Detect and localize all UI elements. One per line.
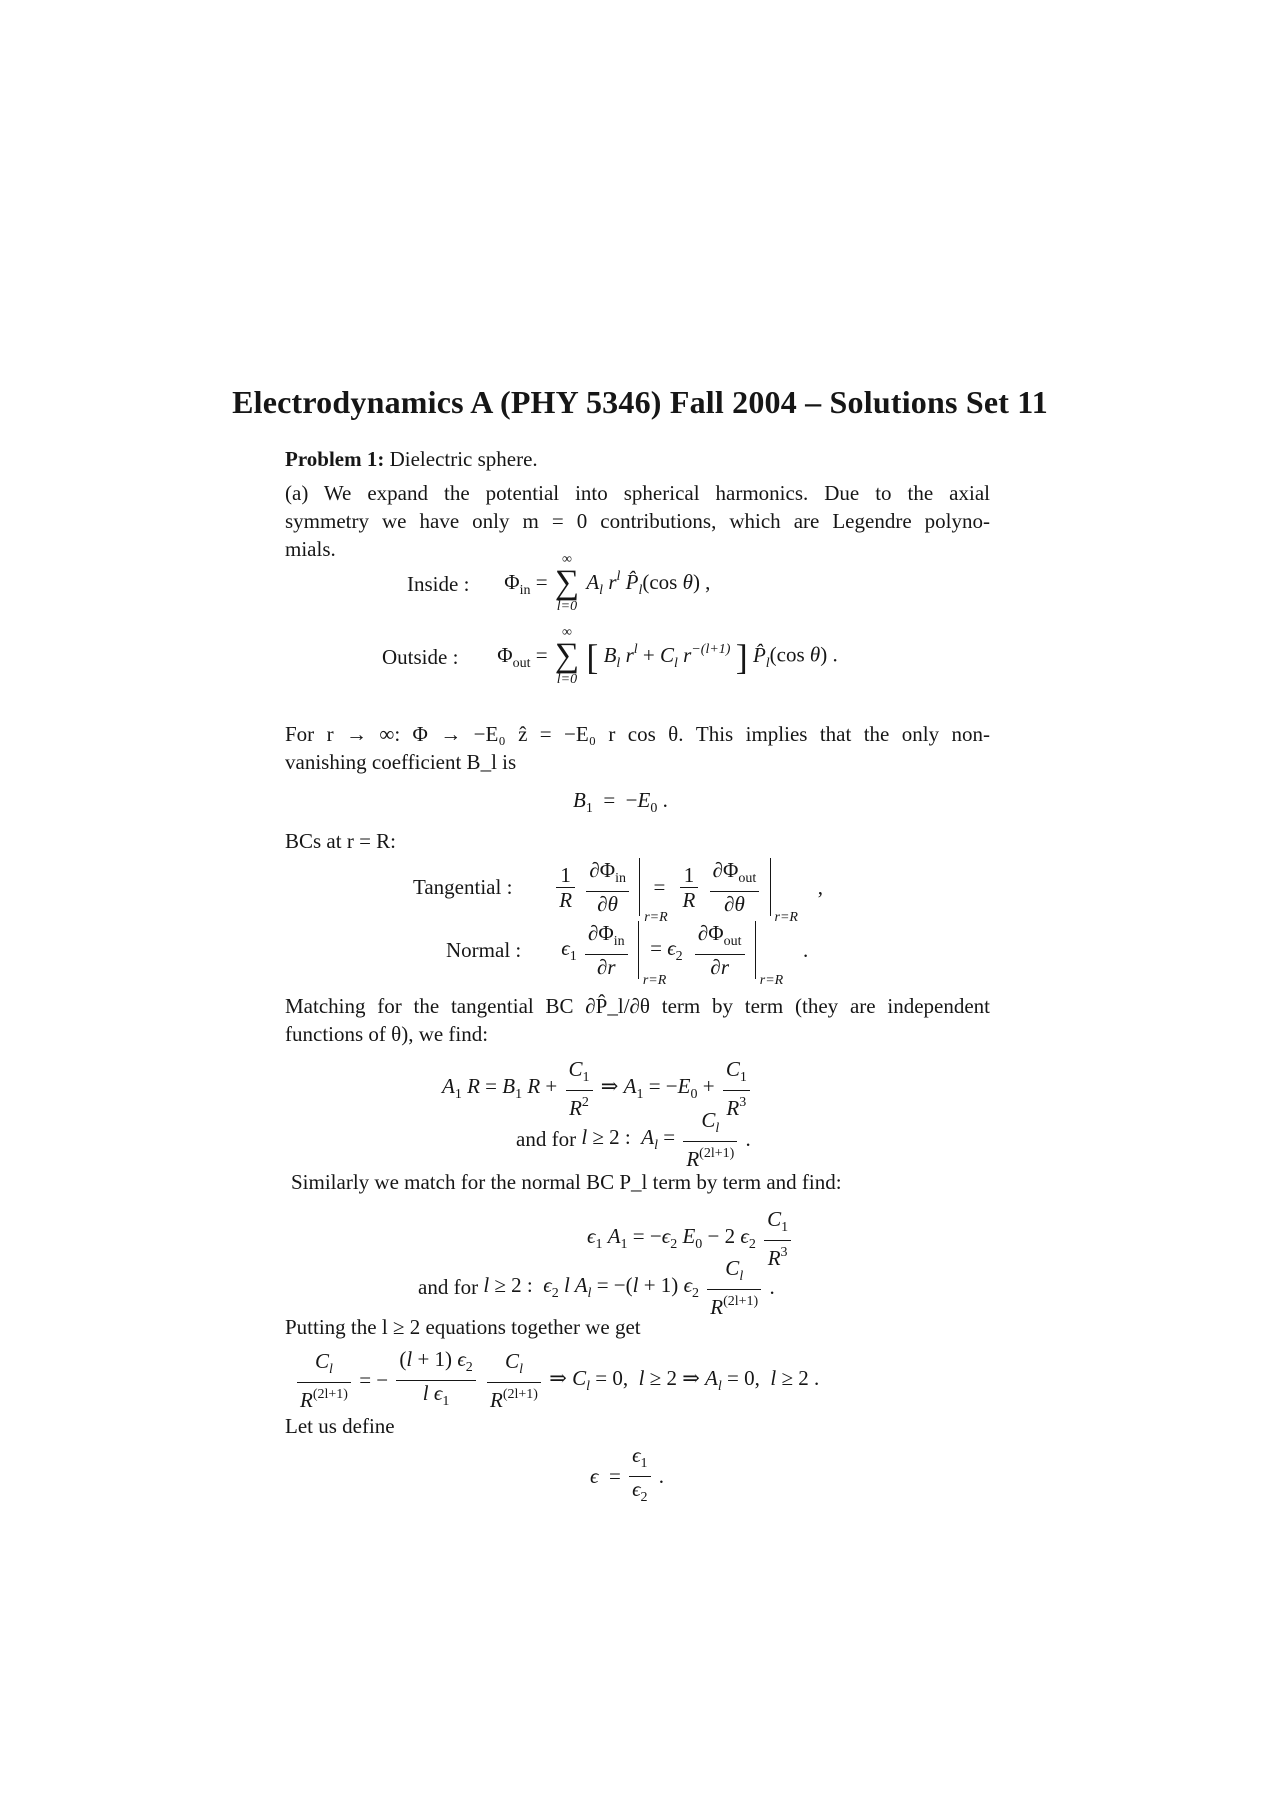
equation-b1: $B_1 = -E_0$ . — [573, 788, 668, 816]
document-title: Electrodynamics A (PHY 5346) Fall 2004 – Solutions Set 11 — [232, 384, 1048, 420]
label-normal: Normal : — [446, 937, 522, 962]
problem-intro — [285, 445, 990, 563]
problem-number: Problem 1: — [285, 447, 385, 471]
and-for-2: and for — [418, 1275, 479, 1299]
intro-line-2: symmetry we have only m = 0 contributions, which are Legendre polyno- — [285, 509, 990, 533]
label-inside: Inside : — [407, 571, 470, 596]
label-outside: Outside : — [382, 644, 459, 669]
together-paragraph — [285, 1313, 990, 1341]
matching-line-1: Matching for the tangential BC ∂P̂_l/∂θ term by term (they are independent — [285, 994, 990, 1018]
matching-line-2: functions of θ), we find: — [285, 1022, 489, 1046]
limit-line-1: For r → ∞: Φ → −E₀ ẑ = −E₀ r cos θ. This implies that the only non- — [285, 722, 990, 746]
equation-al-tangential: and for l ≥ 2 : $A_l$ = $\frac{C_l}{R^{(2l+1)}}$ . — [516, 1108, 751, 1171]
equation-outside: Outside : $\Phi_{out}$ = ∞ ∑ l=0 [ $B_l$ $r^l + C_l$ $r^{-(l+1)}$ ] $P̂_l(\cos$ θ) . — [382, 625, 838, 687]
sum-symbol: ∞ ∑ l=0 — [554, 625, 580, 687]
equation-combined: $\frac{C_l}{R^{(2l+1)}}$ = − $\frac{(l + 1) \epsilon_2}{l \epsilon_1}$ $\frac{C_l}{R^{(2l+1)}}$ ⇒ $C_l = 0$, l ≥ 2 ⇒ $A_l = 0$, l ≥ 2 . — [294, 1347, 819, 1414]
limit-line-2: vanishing coefficient B_l is — [285, 750, 517, 774]
limit-paragraph — [285, 720, 990, 776]
equation-a1-tangential: $A_1$ $R = B_1$ R + $\frac{C_1}{R^2}$ ⇒ $A_1 = -E_0$ + $\frac{C_1}{R^3}$ — [442, 1057, 753, 1120]
define-paragraph — [285, 1412, 990, 1440]
problem-heading-line — [285, 445, 990, 473]
bcs-text: BCs at r = R: — [285, 829, 397, 853]
together-text: Putting the l ≥ 2 equations together we get — [285, 1315, 641, 1339]
problem-subject: Dielectric sphere. — [389, 447, 538, 471]
intro-line-1: (a) We expand the potential into spherical harmonics. Due to the axial — [285, 481, 990, 505]
equation-tangential: Tangential : $\frac{1}{R}$ $\frac{\partial\Phi_{in}}{\partial\theta}$ r=R = $\frac{1}{R}$ $\frac{\partial\Phi_{out}}{\partial\theta}$ r=R , — [413, 858, 823, 925]
and-for-1: and for — [516, 1127, 577, 1151]
similarly-paragraph — [291, 1168, 996, 1196]
matching-paragraph — [285, 992, 990, 1048]
equation-epsilon: ϵ = $\frac{\epsilon_1}{\epsilon_2}$ . — [590, 1443, 665, 1505]
sum-symbol: ∞ ∑ l=0 — [554, 552, 580, 614]
define-text: Let us define — [285, 1414, 395, 1438]
equation-al-normal: and for l ≥ 2 : $\epsilon_2$ l $A_l = -(l + 1)$ $\epsilon_2$ $\frac{C_l}{R^{(2l+1)}}$ . — [418, 1256, 775, 1319]
equation-inside: Inside : $\Phi_{in}$ = ∞ ∑ l=0 $A_l$ $r^l$ $P̂_l(\cos$ θ) , — [407, 552, 711, 614]
intro-line-3: mials. — [285, 537, 336, 561]
similarly-text: Similarly we match for the normal BC P_l term by term and find: — [291, 1170, 842, 1194]
equation-a1-normal: $\epsilon_1$ $A_1 = -\epsilon_2$ $E_0 - 2$ $\epsilon_2$ $\frac{C_1}{R^3}$ — [587, 1207, 794, 1270]
equation-normal: Normal : $\epsilon_1$ $\frac{\partial\Phi_{in}}{\partial r}$ r=R = $\epsilon_2$ $\frac{\partial\Phi_{out}}{\partial r}$ r=R . — [446, 921, 809, 988]
label-tangential: Tangential : — [413, 874, 513, 899]
bcs-heading — [285, 827, 990, 855]
